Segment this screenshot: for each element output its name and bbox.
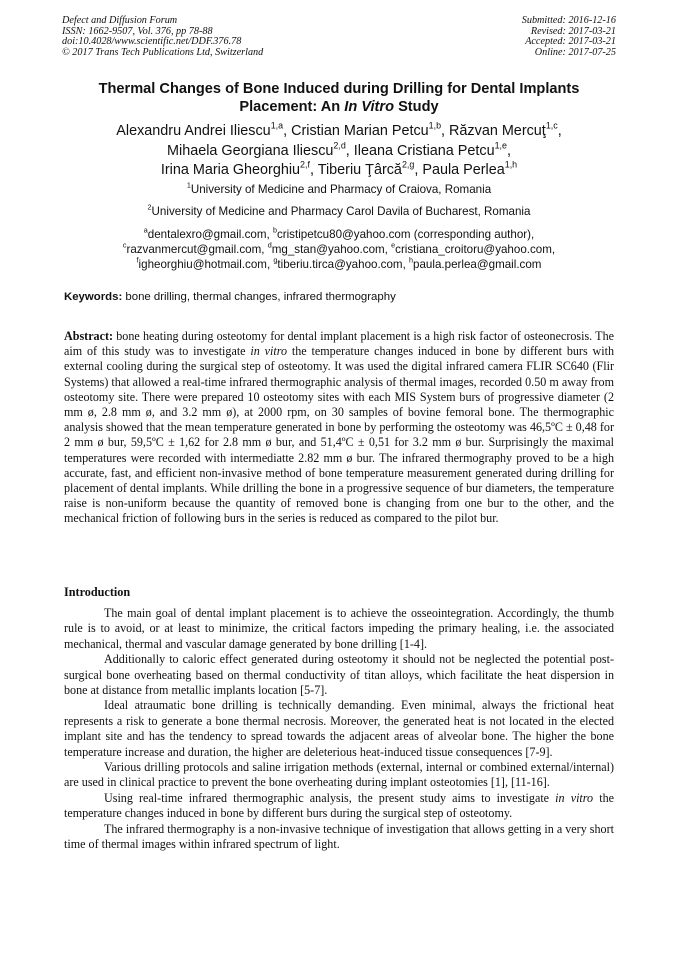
paper-title <box>40 80 638 116</box>
keywords-line <box>64 291 396 303</box>
online-date: Online: 2017-07-25 <box>534 46 616 58</box>
email-sup: c <box>122 240 127 250</box>
email-address[interactable]: cristiana_croitoru@yahoo.com, <box>395 243 556 256</box>
affiliation-2 <box>30 202 648 219</box>
email-sup: b <box>272 225 277 235</box>
email-line <box>30 257 648 272</box>
author-separator: , <box>506 142 511 159</box>
title-line-1: Thermal Changes of Bone Induced during Drilling for Dental Implants <box>98 81 580 97</box>
email-sup: e <box>391 240 396 250</box>
intro-paragraph: The infrared thermography is a non-invasive technique of investigation that allows getting in a very short time of thermal images within infrared spectrum of light. <box>64 821 614 852</box>
author-name: Mihaela Georgiana Iliescu <box>167 142 334 159</box>
intro-text: the temperature changes induced in bone by different burs during the surgical step of osteotomy. <box>64 790 614 821</box>
author-name: Ileana Cristiana Petcu <box>353 142 495 159</box>
affiliation-sup: 2 <box>147 202 152 212</box>
title-italic: In Vitro <box>344 99 395 115</box>
revised-date: Revised: 2017-03-21 <box>530 25 616 37</box>
author-line <box>30 139 648 162</box>
accepted-date: Accepted: 2017-03-21 <box>525 36 616 48</box>
title-text: Study <box>394 99 439 115</box>
affiliation-sup: 1 <box>186 180 191 190</box>
abstract-text: the temperature changes induced in bone by different burs with external cooling during the surgical step of osteotomy. It was used the digital infrared camera FLIR SC640 (Flir Systems) that allowed a real-time infrared thermographic analysis of thermal images, recorded 0.50 m away from osteotomy site. There were prepared 10 osteotomy sites with each MIS System burs of progressive diameter (2 mm ø, 2.8 mm ø, and 3.2 mm ø), at 2000 rpm, on 30 samples of bovine femoral bone. The thermographic analysis showed that the mean temperature generated in bone by performing the osteotomy was 46,5ºC ± 0,48 for 2 mm ø bur, 59,5ºC ± 1,62 for 2.8 mm ø bur, and 51,4ºC ± 0,51 for 3.2 mm ø bur. Surprisingly the maximal temperatures were recorded with intermediatte 2.82 mm ø bur. The infrared thermography proved to be a high accurate, fast, and efficient non-invasive method of bone temperature measurement generated during drilling for placement of dental implants. While drilling the bone in a progressive sequence of bur diameters, the temperature raise is non-uniform because the quantity of removed bone is changing from one bur to the other, and the mechanical friction of following burs in the series is reduced as compared to the pilot bur. <box>64 344 614 526</box>
abstract-paragraph <box>64 329 614 527</box>
author-name: Răzvan Mercuţ <box>449 123 546 139</box>
section-heading-introduction: Introduction <box>64 585 131 599</box>
intro-text: Using real-time infrared thermographic analysis, the present study aims to investigate <box>104 790 556 805</box>
affiliation-text: University of Medicine and Pharmacy Carol Davila of Bucharest, Romania <box>151 205 531 218</box>
journal-name: Defect and Diffusion Forum <box>62 15 178 26</box>
intro-paragraph: Various drilling protocols and saline irrigation methods (external, internal or combined external/internal) are used in clinical practice to prevent the bone overheating during implant osteotomies [1], [11-16]. <box>64 760 614 790</box>
author-name: Irina Maria Gheorghiu <box>160 162 301 178</box>
issn-line: ISSN: 1662-9507, Vol. 376, pp 78-88 <box>62 25 213 37</box>
introduction-body <box>64 606 614 853</box>
email-list <box>30 227 648 272</box>
author-line <box>30 122 648 142</box>
affiliation-1 <box>30 180 648 197</box>
header-left <box>62 16 263 58</box>
author-affil-sup: 1,a <box>270 120 284 131</box>
email-sup: f <box>136 255 139 265</box>
title-line-2 <box>40 98 638 116</box>
email-address[interactable]: razvanmercut@gmail.com, <box>126 243 268 256</box>
email-line <box>30 242 648 257</box>
author-affil-sup: 1,c <box>545 120 558 131</box>
intro-italic: in vitro <box>555 790 594 805</box>
author-separator: , <box>414 162 423 178</box>
author-affil-sup: 1,e <box>494 139 507 150</box>
email-address[interactable]: dentalexro@gmail.com, <box>147 228 273 241</box>
email-address[interactable]: tiberiu.tirca@yahoo.com, <box>277 258 410 271</box>
email-sup: h <box>409 255 414 265</box>
email-address[interactable]: paula.perlea@gmail.com <box>413 258 542 271</box>
submitted-date: Submitted: 2016-12-16 <box>521 15 616 26</box>
intro-paragraph: The main goal of dental implant placement is to achieve the osseointegration. Accordingly, the thumb rule is to avoid, or at least to minimize, the critical factors impeding the primary healing, i.e. the associated mechanical, thermal and vascular damage generated by bone drilling [1-4]. <box>64 606 614 651</box>
author-affil-sup: 1,h <box>504 159 518 170</box>
author-name: Paula Perlea <box>422 162 505 178</box>
author-affil-sup: 2,d <box>333 139 346 150</box>
author-line <box>30 161 648 181</box>
intro-paragraph <box>64 791 614 822</box>
author-name: Tiberiu Ţârcă <box>317 162 402 178</box>
keywords-text: bone drilling, thermal changes, infrared thermography <box>122 291 396 303</box>
email-address[interactable]: cristipetcu80@yahoo.com (corresponding author), <box>276 228 535 241</box>
affiliation-list <box>30 180 648 227</box>
title-text: Placement: An <box>239 99 345 115</box>
copyright-line: © 2017 Trans Tech Publications Ltd, Switzerland <box>62 46 264 58</box>
author-affil-sup: 1,b <box>428 120 442 131</box>
intro-paragraph: Additionally to caloric effect generated during osteotomy it should not be neglected the potential post-surgical bone overheating based on thermal conductivity of titan alloys, which facilitate the heat dispersion in bone at distance from metallic implants location [5-7]. <box>64 652 614 698</box>
header-right <box>522 16 616 58</box>
email-address[interactable]: mg_stan@yahoo.com, <box>271 243 392 256</box>
author-affil-sup: 2,g <box>401 159 415 170</box>
abstract-italic: in vitro <box>250 344 288 359</box>
affiliation-text: University of Medicine and Pharmacy of Craiova, Romania <box>190 183 492 196</box>
doi-line[interactable]: doi:10.4028/www.scientific.net/DDF.376.78 <box>62 36 242 48</box>
email-address[interactable]: igheorghiu@hotmail.com, <box>138 258 274 271</box>
author-separator: , <box>345 142 354 159</box>
abstract-text: bone heating during osteotomy for dental implant placement is a high risk factor of osteonecrosis. The aim of this study was to investigate <box>64 329 614 359</box>
author-list <box>30 122 648 181</box>
email-sup: d <box>267 240 272 250</box>
author-separator: , <box>557 123 562 139</box>
email-sup: a <box>143 225 148 235</box>
keywords-label: Keywords: <box>64 291 123 303</box>
author-name: Alexandru Andrei Iliescu <box>116 123 271 139</box>
author-separator: , <box>309 162 318 178</box>
intro-paragraph: Ideal atraumatic bone drilling is technically demanding. Even minimal, always the frictional heat represents a risk to generate a bone thermal necrosis. Moreover, the generated heat is not located in the elected implant site and has the tendency to spread towards the adjacent areas of alveolar bone. The higher the bone temperature increase and duration, the higher are deleterious heat-induced tissue consequences [7-9]. <box>64 698 614 759</box>
author-affil-sup: 2,f <box>300 159 310 170</box>
author-separator: , <box>441 123 450 139</box>
author-separator: , <box>283 123 292 139</box>
email-sup: g <box>273 255 278 265</box>
author-name: Cristian Marian Petcu <box>291 123 429 139</box>
abstract-label: Abstract: <box>64 329 114 343</box>
